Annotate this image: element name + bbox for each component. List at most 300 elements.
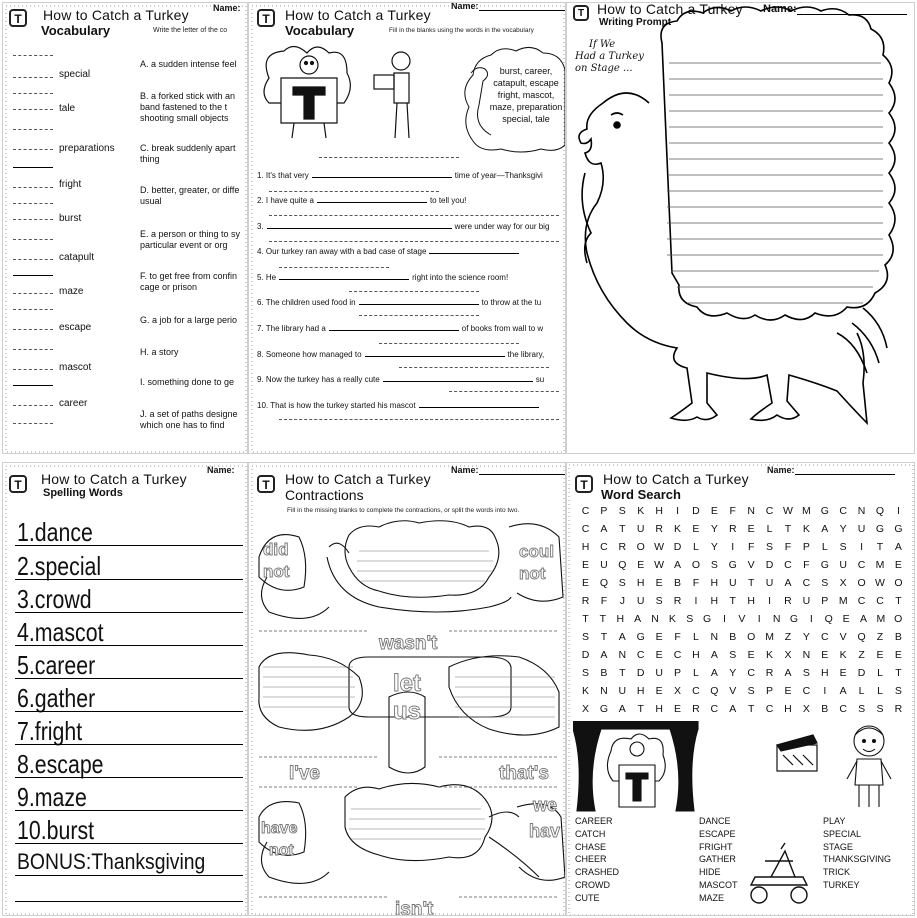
grid-letter[interactable]: H xyxy=(581,541,590,553)
grid-letter[interactable]: A xyxy=(710,667,718,679)
grid-letter[interactable]: H xyxy=(784,703,792,715)
grid-letter[interactable]: D xyxy=(581,649,590,661)
vocab-word: preparations xyxy=(59,143,115,154)
grid-letter[interactable]: I xyxy=(896,505,900,517)
grid-letter[interactable]: P xyxy=(766,685,774,697)
grid-letter[interactable]: Q xyxy=(824,613,833,625)
grid-letter[interactable]: L xyxy=(693,631,699,643)
section-title: Spelling Words xyxy=(43,487,123,499)
turkey-logo-icon: T xyxy=(575,475,593,493)
grid-letter[interactable]: S xyxy=(618,577,626,589)
grid-letter[interactable]: A xyxy=(839,685,847,697)
grid-letter[interactable]: H xyxy=(710,595,719,607)
sentence-item: 5. He right into the science room! xyxy=(257,273,509,282)
grid-letter[interactable]: Q xyxy=(710,685,719,697)
grid-letter[interactable]: G xyxy=(820,505,829,517)
grid-letter[interactable]: L xyxy=(766,523,773,535)
grid-letter[interactable]: S xyxy=(821,577,829,589)
grid-letter[interactable]: A xyxy=(618,703,626,715)
grid-letter[interactable]: E xyxy=(655,631,663,643)
definition: A. a sudden intense feel xyxy=(140,59,237,69)
grid-letter[interactable]: K xyxy=(668,613,676,625)
grid-letter[interactable]: T xyxy=(619,667,626,679)
grid-letter[interactable]: E xyxy=(876,649,884,661)
grid-letter[interactable]: T xyxy=(582,613,589,625)
grid-row xyxy=(577,703,907,715)
grid-letter[interactable]: C xyxy=(765,703,774,715)
grid-letter[interactable]: M xyxy=(876,613,886,625)
page-title: How to Catch a Turkey xyxy=(597,2,743,17)
contraction-word: not xyxy=(263,562,290,581)
grid-letter[interactable]: E xyxy=(655,577,663,589)
grid-letter[interactable]: C xyxy=(673,649,682,661)
grid-row xyxy=(577,631,907,643)
grid-letter[interactable]: P xyxy=(802,541,810,553)
grid-letter[interactable]: E xyxy=(581,559,589,571)
grid-letter[interactable]: O xyxy=(894,613,903,625)
grid-letter[interactable]: K xyxy=(802,523,810,535)
grid-letter[interactable]: E xyxy=(655,649,663,661)
contraction-word: isn't xyxy=(395,899,434,917)
name-field[interactable]: Name: xyxy=(763,3,907,15)
grid-letter[interactable]: E xyxy=(894,559,902,571)
grid-letter[interactable]: V xyxy=(738,613,746,625)
grid-letter[interactable]: A xyxy=(674,559,682,571)
grid-letter[interactable]: Z xyxy=(876,631,884,643)
grid-letter[interactable]: M xyxy=(875,559,885,571)
definition: G. a job for a large perio xyxy=(140,315,238,325)
grid-letter[interactable]: T xyxy=(619,523,626,535)
grid-letter[interactable]: N xyxy=(802,649,811,661)
grid-letter[interactable]: Y xyxy=(710,541,718,553)
grid-letter[interactable]: C xyxy=(636,649,645,661)
grid-letter[interactable]: S xyxy=(710,559,718,571)
search-word: GATHER xyxy=(699,854,736,865)
grid-letter[interactable]: T xyxy=(895,667,902,679)
grid-letter[interactable]: G xyxy=(894,523,903,535)
contraction-word: not xyxy=(269,842,294,859)
vocab-word: mascot xyxy=(59,362,92,373)
grid-letter[interactable]: N xyxy=(772,613,781,625)
grid-letter[interactable]: R xyxy=(692,703,700,715)
definition: B. a forked stick with an band fastened to the t shooting small objects xyxy=(140,91,236,123)
grid-letter[interactable]: I xyxy=(757,613,761,625)
grid-letter[interactable]: X xyxy=(839,577,847,589)
grid-letter[interactable]: B xyxy=(600,667,608,679)
grid-letter[interactable]: A xyxy=(710,649,718,661)
contraction-turkeys-illustration xyxy=(249,517,566,916)
grid-letter[interactable]: U xyxy=(636,523,645,535)
name-field[interactable]: Name: xyxy=(451,465,566,475)
contraction-word: we xyxy=(533,795,558,815)
grid-letter[interactable]: J xyxy=(619,595,625,607)
grid-letter[interactable]: U xyxy=(655,667,663,679)
grid-letter[interactable]: G xyxy=(703,613,712,625)
grid-letter[interactable]: Y xyxy=(729,667,737,679)
grid-letter[interactable]: U xyxy=(600,559,608,571)
grid-letter[interactable]: E xyxy=(839,667,847,679)
sentence-item: 10. That is how the turkey started his mascot xyxy=(257,401,542,410)
grid-letter[interactable]: G xyxy=(789,613,799,625)
turkey-logo-icon: T xyxy=(257,475,275,493)
definition: F. to get free from confin cage or prison xyxy=(140,271,238,292)
grid-letter[interactable]: V xyxy=(839,631,847,643)
grid-letter[interactable]: U xyxy=(728,577,737,589)
grid-letter[interactable]: T xyxy=(747,703,755,715)
grid-row xyxy=(577,685,907,697)
grid-letter[interactable]: E xyxy=(692,523,700,535)
grid-letter[interactable]: H xyxy=(636,577,645,589)
grid-letter[interactable]: N xyxy=(857,505,866,517)
grid-letter[interactable]: N xyxy=(600,685,608,697)
grid-letter[interactable]: S xyxy=(655,595,663,607)
grid-letter[interactable]: M xyxy=(838,595,848,607)
grid-letter[interactable]: T xyxy=(729,595,736,607)
grid-letter[interactable]: Y xyxy=(710,523,718,535)
worksheet-contractions xyxy=(248,462,566,916)
name-field[interactable]: Name: xyxy=(767,465,895,475)
spelling-word: 7.fright xyxy=(17,716,83,746)
grid-letter[interactable]: K xyxy=(581,685,589,697)
grid-letter[interactable]: T xyxy=(876,541,884,553)
grid-letter[interactable]: A xyxy=(784,577,792,589)
grid-letter[interactable]: K xyxy=(839,649,847,661)
grid-letter[interactable]: I xyxy=(731,541,735,553)
grid-letter[interactable]: Q xyxy=(857,631,866,643)
grid-letter[interactable]: S xyxy=(802,667,810,679)
grid-letter[interactable]: A xyxy=(600,523,608,535)
grid-letter[interactable]: L xyxy=(693,541,699,553)
grid-letter[interactable]: B xyxy=(894,631,902,643)
grid-letter[interactable]: O xyxy=(747,631,756,643)
search-word: TRICK xyxy=(823,867,850,878)
grid-letter[interactable]: Z xyxy=(858,649,865,661)
section-title: Vocabulary xyxy=(41,23,111,38)
sentence-item: 7. The library had a of books from wall to w xyxy=(257,324,544,333)
grid-letter[interactable]: E xyxy=(842,613,850,625)
grid-letter[interactable]: G xyxy=(820,559,829,571)
sentence-item: 6. The children used food in to throw at the tu xyxy=(257,298,542,307)
definition: C. break suddenly apart thing xyxy=(140,143,236,164)
grid-letter[interactable]: A xyxy=(859,613,867,625)
grid-letter[interactable]: C xyxy=(784,559,792,571)
grid-letter[interactable]: U xyxy=(618,685,627,697)
grid-letter[interactable]: I xyxy=(768,595,772,607)
grid-letter[interactable]: I xyxy=(723,613,726,625)
grid-letter[interactable]: B xyxy=(674,577,682,589)
grid-letter[interactable]: R xyxy=(618,541,627,553)
turkey-writing-frame-illustration xyxy=(567,3,915,454)
grid-letter[interactable]: Q xyxy=(599,577,608,589)
grid-letter[interactable]: D xyxy=(765,559,774,571)
grid-letter[interactable]: O xyxy=(894,577,903,589)
grid-letter[interactable]: L xyxy=(693,667,699,679)
grid-letter[interactable]: K xyxy=(637,505,645,517)
grid-letter[interactable]: S xyxy=(858,703,866,715)
grid-letter[interactable]: F xyxy=(674,631,681,643)
grid-letter[interactable]: N xyxy=(618,649,627,661)
grid-letter[interactable]: E xyxy=(747,523,755,535)
grid-letter[interactable]: L xyxy=(877,685,883,697)
search-word: CHEER xyxy=(575,854,607,865)
grid-letter[interactable]: G xyxy=(728,559,737,571)
grid-letter[interactable]: S xyxy=(747,685,755,697)
grid-letter[interactable]: I xyxy=(860,541,864,553)
grid-letter[interactable]: Y xyxy=(839,523,847,535)
grid-letter[interactable]: P xyxy=(600,505,608,517)
grid-letter[interactable]: S xyxy=(839,541,847,553)
grid-letter[interactable]: T xyxy=(599,613,607,625)
grid-letter[interactable]: R xyxy=(673,595,682,607)
grid-letter[interactable]: S xyxy=(581,667,589,679)
grid-letter[interactable]: C xyxy=(600,541,608,553)
grid-letter[interactable]: W xyxy=(875,577,885,589)
grid-letter[interactable]: C xyxy=(710,703,719,715)
grid-letter[interactable]: R xyxy=(581,595,590,607)
grid-letter[interactable]: S xyxy=(876,703,884,715)
grid-letter[interactable]: A xyxy=(618,631,626,643)
spelling-word: 2.special xyxy=(17,551,102,581)
grid-letter[interactable]: H xyxy=(710,577,719,589)
grid-letter[interactable]: N xyxy=(710,631,719,643)
grid-letter[interactable]: W xyxy=(654,559,665,571)
grid-letter[interactable]: W xyxy=(783,505,793,517)
page-title: How to Catch a Turkey xyxy=(285,471,431,487)
grid-letter[interactable]: T xyxy=(784,523,792,535)
grid-letter[interactable]: X xyxy=(674,685,682,697)
grid-letter[interactable]: A xyxy=(821,523,829,535)
grid-letter[interactable]: C xyxy=(857,559,866,571)
search-word: MASCOT xyxy=(699,879,738,890)
grid-letter[interactable]: T xyxy=(747,577,755,589)
turkey-logo-icon: T xyxy=(573,5,589,21)
spelling-word: 10.burst xyxy=(17,815,95,845)
grid-letter[interactable]: M xyxy=(802,505,811,517)
grid-letter[interactable]: C xyxy=(839,703,847,715)
grid-letter[interactable]: C xyxy=(820,631,829,643)
grid-letter[interactable]: D xyxy=(692,505,700,517)
grid-letter[interactable]: E xyxy=(581,577,589,589)
grid-letter[interactable]: M xyxy=(765,631,774,643)
grid-letter[interactable]: L xyxy=(858,685,865,697)
grid-letter[interactable]: E xyxy=(747,649,755,661)
spelling-word: 5.career xyxy=(17,650,96,680)
name-field[interactable]: Name: xyxy=(213,3,241,13)
name-field[interactable]: Name: xyxy=(451,2,566,11)
grid-letter[interactable]: I xyxy=(676,505,679,517)
spelling-word: 6.gather xyxy=(17,683,96,713)
grid-letter[interactable]: C xyxy=(581,505,590,517)
grid-letter[interactable]: C xyxy=(581,523,590,535)
search-word: ESCAPE xyxy=(699,828,736,839)
grid-letter[interactable]: H xyxy=(655,505,663,517)
grid-letter[interactable]: G xyxy=(599,703,608,715)
grid-row xyxy=(577,595,907,607)
boy-illustration xyxy=(839,719,899,815)
grid-letter[interactable]: C xyxy=(747,667,755,679)
grid-letter[interactable]: H xyxy=(692,649,700,661)
grid-letter[interactable]: D xyxy=(636,667,645,679)
grid-letter[interactable]: B xyxy=(821,703,829,715)
grid-letter[interactable]: R xyxy=(784,595,792,607)
grid-letter[interactable]: C xyxy=(857,595,866,607)
grid-letter[interactable]: V xyxy=(729,685,737,697)
grid-letter[interactable]: X xyxy=(784,649,792,661)
grid-letter[interactable]: C xyxy=(765,505,774,517)
grid-letter[interactable]: I xyxy=(694,595,698,607)
grid-letter[interactable]: F xyxy=(692,577,700,589)
section-title: Writing Prompt xyxy=(599,17,672,28)
definition: E. a person or thing to sy particular event or org xyxy=(140,229,241,250)
grid-letter[interactable]: T xyxy=(600,631,608,643)
grid-letter[interactable]: S xyxy=(766,541,774,553)
grid-letter[interactable]: H xyxy=(616,613,625,625)
stage-turkey-illustration xyxy=(573,721,703,821)
grid-letter[interactable]: N xyxy=(747,505,755,517)
grid-letter[interactable]: C xyxy=(802,685,811,697)
grid-letter[interactable]: N xyxy=(651,613,659,625)
spelling-word: 4.mascot xyxy=(17,617,104,647)
grid-letter[interactable]: F xyxy=(784,541,792,553)
grid-letter[interactable]: A xyxy=(894,541,902,553)
grid-letter[interactable]: O xyxy=(636,541,645,553)
search-word: CROWD xyxy=(575,879,610,890)
grid-letter[interactable]: W xyxy=(654,541,665,553)
grid-letter[interactable]: E xyxy=(784,685,792,697)
grid-row xyxy=(577,541,907,553)
spelling-word: 3.crowd xyxy=(17,584,92,614)
grid-letter[interactable]: S xyxy=(581,631,589,643)
grid-letter[interactable]: Z xyxy=(784,631,792,643)
grid-letter[interactable]: R xyxy=(765,667,774,679)
turkey-logo-icon: T xyxy=(9,9,27,27)
grid-letter[interactable]: E xyxy=(894,649,902,661)
grid-letter[interactable]: I xyxy=(823,685,827,697)
definition: J. a set of paths designe which one has to find xyxy=(140,409,238,430)
grid-letter[interactable]: C xyxy=(839,505,847,517)
grid-letter[interactable]: R xyxy=(728,523,737,535)
word-bank-text: burst, career, catapult, escape fright, mascot, maze, preparation special, tale xyxy=(489,66,563,124)
sentence-item: 9. Now the turkey has a really cute su xyxy=(257,375,545,384)
grid-letter[interactable]: K xyxy=(674,523,682,535)
grid-letter[interactable]: K xyxy=(766,649,774,661)
grid-letter[interactable]: H xyxy=(747,595,755,607)
grid-letter[interactable]: F xyxy=(600,595,608,607)
grid-row xyxy=(577,613,907,625)
search-word: FRIGHT xyxy=(699,841,733,852)
grid-letter[interactable]: O xyxy=(857,577,866,589)
clapperboard-icon xyxy=(773,731,825,775)
grid-letter[interactable]: H xyxy=(636,685,645,697)
vocab-word: tale xyxy=(59,103,76,114)
grid-letter[interactable]: X xyxy=(581,703,589,715)
grid-letter[interactable]: L xyxy=(821,541,828,553)
grid-letter[interactable]: U xyxy=(765,577,774,589)
search-word: CHASE xyxy=(575,841,607,852)
grid-letter[interactable]: Q xyxy=(875,505,885,517)
grid-letter[interactable]: G xyxy=(636,631,645,643)
grid-letter[interactable]: R xyxy=(894,703,903,715)
grid-letter[interactable]: C xyxy=(802,577,811,589)
grid-letter[interactable]: D xyxy=(673,541,682,553)
grid-letter[interactable]: R xyxy=(655,523,663,535)
grid-letter[interactable]: F xyxy=(747,541,755,553)
search-word: CUTE xyxy=(575,892,600,903)
grid-letter[interactable]: B xyxy=(729,631,737,643)
grid-letter[interactable]: L xyxy=(877,667,883,679)
grid-letter[interactable]: U xyxy=(839,559,847,571)
grid-letter[interactable]: F xyxy=(729,505,736,517)
grid-letter[interactable]: U xyxy=(636,595,645,607)
grid-letter[interactable]: E xyxy=(637,559,645,571)
worksheet-vocabulary-matching xyxy=(2,2,248,454)
page-title: How to Catch a Turkey xyxy=(43,7,189,23)
grid-letter[interactable]: S xyxy=(894,685,902,697)
grid-letter[interactable]: A xyxy=(784,667,792,679)
grid-letter[interactable]: T xyxy=(895,595,902,607)
contraction-word: us xyxy=(393,698,422,725)
grid-letter[interactable]: Q xyxy=(618,559,627,571)
grid-letter[interactable]: U xyxy=(857,523,866,535)
contraction-word: let xyxy=(393,670,422,697)
grid-letter[interactable]: G xyxy=(875,523,885,535)
grid-letter[interactable]: A xyxy=(634,613,642,625)
definition: I. something done to ge xyxy=(140,377,235,387)
section-title: Contractions xyxy=(285,487,364,503)
grid-letter[interactable]: A xyxy=(600,649,608,661)
search-word: SPECIAL xyxy=(823,828,862,839)
grid-letter[interactable]: S xyxy=(686,613,694,625)
search-word: TURKEY xyxy=(823,879,860,890)
name-field[interactable]: Name: xyxy=(207,465,235,475)
grid-letter[interactable]: H xyxy=(820,667,829,679)
grid-letter[interactable]: E xyxy=(655,685,663,697)
vocab-word: escape xyxy=(59,322,92,333)
grid-letter[interactable]: P xyxy=(674,667,682,679)
grid-letter[interactable]: C xyxy=(692,685,700,697)
grid-letter[interactable]: P xyxy=(821,595,829,607)
grid-letter[interactable]: V xyxy=(747,559,755,571)
grid-row xyxy=(577,577,907,589)
grid-letter[interactable]: A xyxy=(729,703,737,715)
grid-letter[interactable]: S xyxy=(729,649,737,661)
worksheet-word-search xyxy=(566,462,915,916)
contraction-word: not xyxy=(519,564,546,583)
grid-letter[interactable]: F xyxy=(803,559,810,571)
word-list-column-1 xyxy=(575,815,619,905)
worksheet-vocabulary-fill-in xyxy=(248,2,566,454)
instruction: Fill in the missing blanks to complete the contractions, or split the words into two. xyxy=(287,507,520,514)
sentence-item: 8. Someone how managed to the library, xyxy=(257,350,545,359)
grid-letter[interactable]: H xyxy=(655,703,663,715)
grid-letter[interactable]: E xyxy=(821,649,829,661)
grid-letter[interactable]: C xyxy=(876,595,884,607)
grid-letter[interactable]: O xyxy=(691,559,701,571)
grid-letter[interactable]: E xyxy=(674,703,682,715)
word-list-column-2 xyxy=(699,815,738,905)
contraction-word: I've xyxy=(289,763,320,784)
grid-letter[interactable]: U xyxy=(802,595,811,607)
grid-row xyxy=(577,523,907,535)
grid-letter[interactable]: E xyxy=(710,505,718,517)
grid-letter[interactable]: S xyxy=(618,505,626,517)
grid-letter[interactable]: I xyxy=(809,613,813,625)
grid-letter[interactable]: Y xyxy=(802,631,810,643)
sentence-item: 3. were under way for our big xyxy=(257,222,550,231)
grid-letter[interactable]: D xyxy=(857,667,866,679)
grid-letter[interactable]: T xyxy=(637,703,644,715)
grid-letter[interactable]: X xyxy=(802,703,810,715)
